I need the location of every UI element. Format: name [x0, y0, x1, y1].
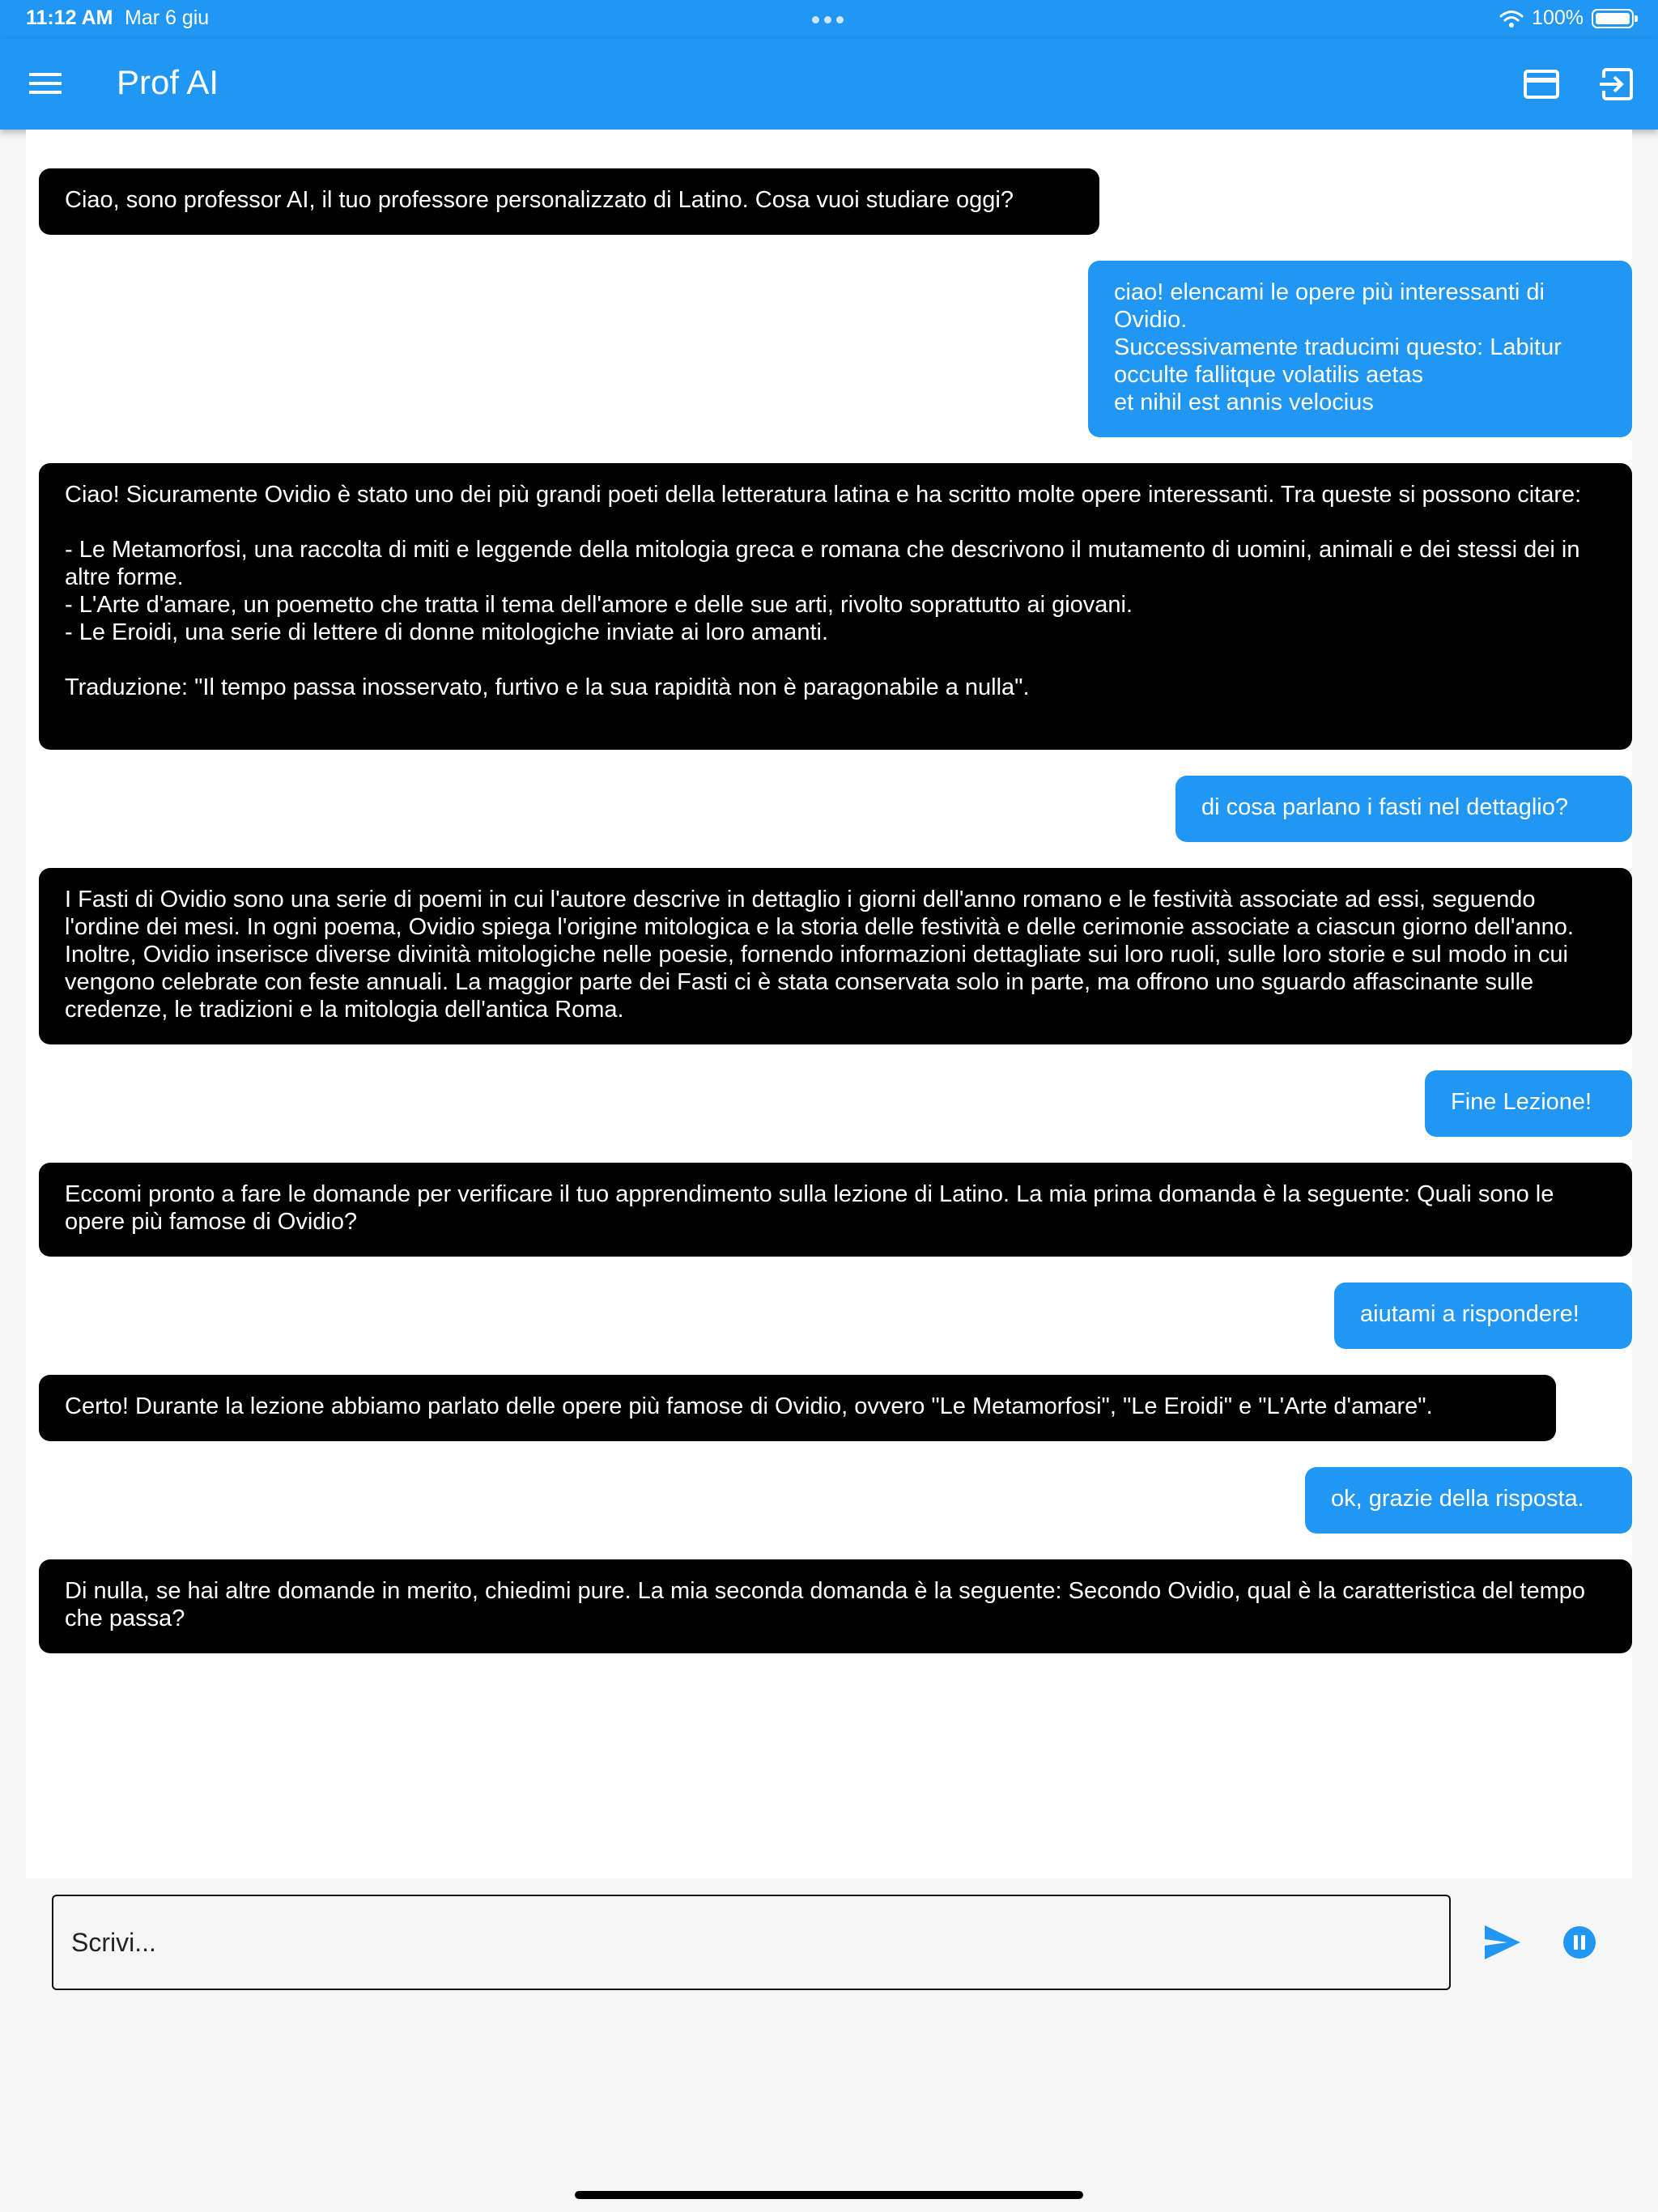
status-date: Mar 6 giu: [125, 6, 210, 29]
bot-message: I Fasti di Ovidio sono una serie di poemi in cui l'autore descrive in dettaglio i giorni dell'anno romano e le festività associate ad essi, seguendo l'ordine dei mesi. In ogni poema, Ovidio spiega l'origine mitologica e la storia delle festività e delle cerimonie associate a ciascun giorno dell'anno. Inoltre, Ovidio inserisce diverse divinità mitologiche nelle poesie, fornendo informazioni dettagliate sui loro ruoli, sulle loro storie e sul modo in cui vengono celebrate con feste annuali. La maggior parte dei Fasti ci è stata conservata solo in parte, ma offrono uno sguardo affascinante sulle credenze, le tradizioni e la mitologia dell'antica Roma.: [39, 868, 1632, 1044]
send-icon[interactable]: [1483, 1924, 1522, 1961]
user-message: di cosa parlano i fasti nel dettaglio?: [1175, 776, 1632, 842]
bot-message: Ciao, sono professor AI, il tuo professore personalizzato di Latino. Cosa vuoi studiare oggi?: [39, 168, 1099, 235]
battery-icon: [1592, 9, 1634, 28]
bot-message: Di nulla, se hai altre domande in merito, chiedimi pure. La mia seconda domanda è la seguente: Secondo Ovidio, qual è la caratteristica del tempo che passa?: [39, 1559, 1632, 1653]
bot-message: Certo! Durante la lezione abbiamo parlato delle opere più famose di Ovidio, ovvero "Le Metamorfosi", "Le Eroidi" e "L'Arte d'amare".: [39, 1375, 1556, 1441]
message-input-container: [52, 1895, 1451, 1990]
app-title: Prof AI: [117, 63, 219, 101]
pause-icon[interactable]: [1562, 1925, 1596, 1959]
user-message: ciao! elencami le opere più interessanti di Ovidio. Successivamente traducimi questo: Labitur occulte fallitque volatilis aetas et nihil est annis velocius: [1088, 261, 1632, 437]
status-time: 11:12 AM: [26, 6, 113, 29]
status-indicators: [1499, 6, 1634, 30]
app-bar: [0, 39, 1658, 130]
logout-icon[interactable]: [1596, 65, 1635, 104]
bot-message: Ciao! Sicuramente Ovidio è stato uno dei più grandi poeti della letteratura latina e ha scritto molte opere interessanti. Tra queste si possono citare: - Le Metamorfosi, una raccolta di miti e leggende della mitologia greca e romana che descrivono il mutamento di uomini, animali e dei stessi dei in altre forme. - L'Arte d'amare, un poemetto che tratta il tema dell'amore e delle sue arti, rivolto soprattutto ai giovani. - Le Eroidi, una serie di lettere di donne mitologiche inviate ai loro amanti. Traduzione: "Il tempo passa inosservato, furtivo e la sua rapidità non è paragonabile a nulla".: [39, 463, 1632, 750]
home-indicator[interactable]: [575, 2191, 1083, 2199]
chat-area[interactable]: [26, 130, 1632, 1878]
multitasking-dots-icon[interactable]: [812, 16, 844, 23]
user-message: aiutami a rispondere!: [1334, 1283, 1632, 1349]
wifi-icon: [1499, 9, 1524, 28]
status-bar: [0, 0, 1658, 39]
menu-icon[interactable]: [29, 71, 62, 96]
user-message: ok, grazie della risposta.: [1305, 1467, 1632, 1534]
bot-message: Eccomi pronto a fare le domande per verificare il tuo apprendimento sulla lezione di Latino. La mia prima domanda è la seguente: Quali sono le opere più famose di Ovidio?: [39, 1163, 1632, 1257]
message-input[interactable]: [53, 1896, 1449, 1989]
card-icon[interactable]: [1522, 65, 1561, 104]
battery-percent: 100%: [1532, 6, 1584, 29]
user-message: Fine Lezione!: [1425, 1070, 1632, 1137]
